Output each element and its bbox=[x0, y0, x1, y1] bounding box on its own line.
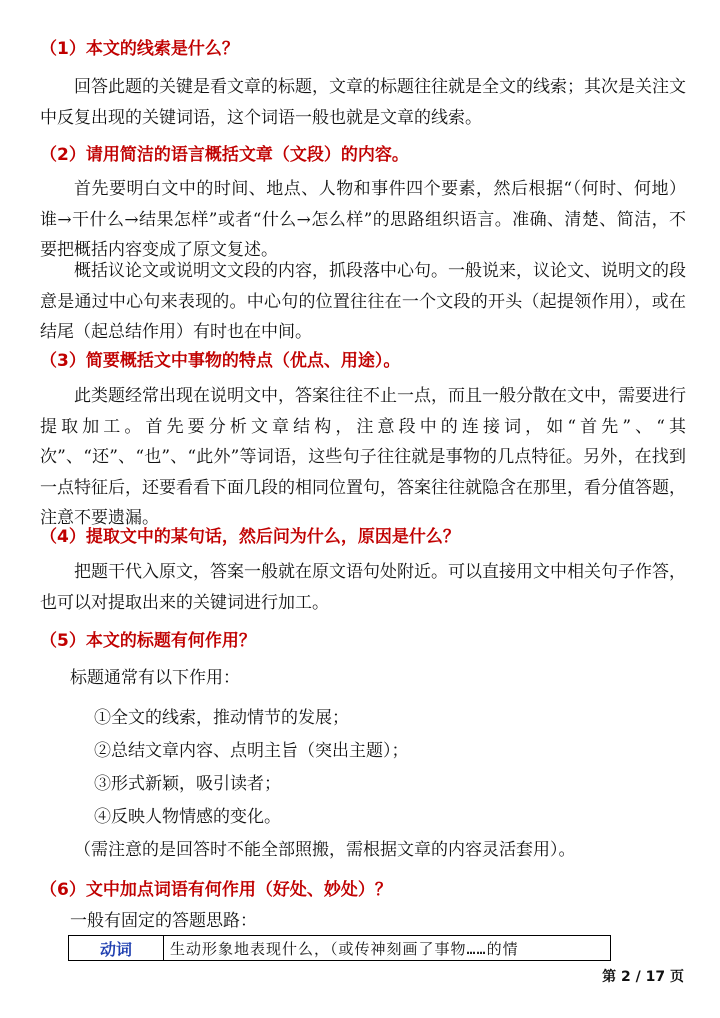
section-1-paragraph-1: 回答此题的关键是看文章的标题，文章的标题往往就是全文的线索；其次是关注文中反复出现的关键词语，这个词语一般也就是文章的线索。 bbox=[40, 77, 686, 128]
section-2-paragraph-1: 首先要明白文中的时间、地点、人物和事件四个要素，然后根据“（何时、何地）谁→干什么→结果怎样”或者“什么→怎么样”的思路组织语言。准确、清楚、简洁，不要把概括内容变成了原文复述。 bbox=[40, 179, 686, 260]
section-4-paragraph-1: 把题干代入原文，答案一般就在原文语句处附近。可以直接用文中相关句子作答，也可以对提取出来的关键词进行加工。 bbox=[40, 562, 686, 613]
list-item: ③形式新颖，吸引读者； bbox=[94, 774, 281, 794]
section-heading-1: （1）本文的线索是什么？ bbox=[40, 39, 239, 59]
section-heading-5: （5）本文的标题有何作用？ bbox=[40, 631, 256, 651]
section-3-paragraph-1: 此类题经常出现在说明文中，答案往往不止一点，而且一般分散在文中，需要进行提取加工。首先要分析文章结构，注意段中的连接词，如“首先”、“其次”、“还”、“也”、“此外”等词语，这些句子往往就是事物的几点特征。另外，在找到一点特征后，还要看看下面几段的相同位置句，答案往往就隐含在那里，看分值答题，注意不要遗漏。 bbox=[40, 386, 686, 528]
section-heading-2: （2）请用简洁的语言概括文章（文段）的内容。 bbox=[40, 145, 409, 165]
list-item: ②总结文章内容、点明主旨（突出主题）； bbox=[94, 741, 409, 761]
list-item: ①全文的线索，推动情节的发展； bbox=[94, 708, 349, 728]
section-5-note: （需注意的是回答时不能全部照搬，需根据文章的内容灵活套用）。 bbox=[74, 840, 576, 860]
section-heading-6: （6）文中加点词语有何作用（好处、妙处）？ bbox=[40, 880, 392, 900]
section-5-intro: 标题通常有以下作用： bbox=[70, 668, 240, 688]
section-6-intro: 一般有固定的答题思路： bbox=[70, 911, 257, 931]
section-heading-3: （3）简要概括文中事物的特点（优点、用途）。 bbox=[40, 351, 401, 371]
table-term-cell: 动词 bbox=[69, 936, 164, 961]
section-2-paragraph-2: 概括议论文或说明文文段的内容，抓段落中心句。一般说来，议论文、说明文的段意是通过中心句来表现的。中心句的位置往往在一个文段的开头（起提领作用），或在结尾（起总结作用）有时也在中间。 bbox=[40, 261, 686, 342]
table-desc-cell: 生动形象地表现什么，（或传神刻画了事物……的情 bbox=[164, 936, 611, 961]
list-item: ④反映人物情感的变化。 bbox=[94, 807, 281, 827]
table-row bbox=[69, 936, 611, 961]
section-heading-4: （4）提取文中的某句话，然后问为什么，原因是什么？ bbox=[40, 527, 460, 547]
page-number: 第 2 / 17 页 bbox=[602, 969, 684, 985]
answer-template-table bbox=[68, 935, 611, 961]
